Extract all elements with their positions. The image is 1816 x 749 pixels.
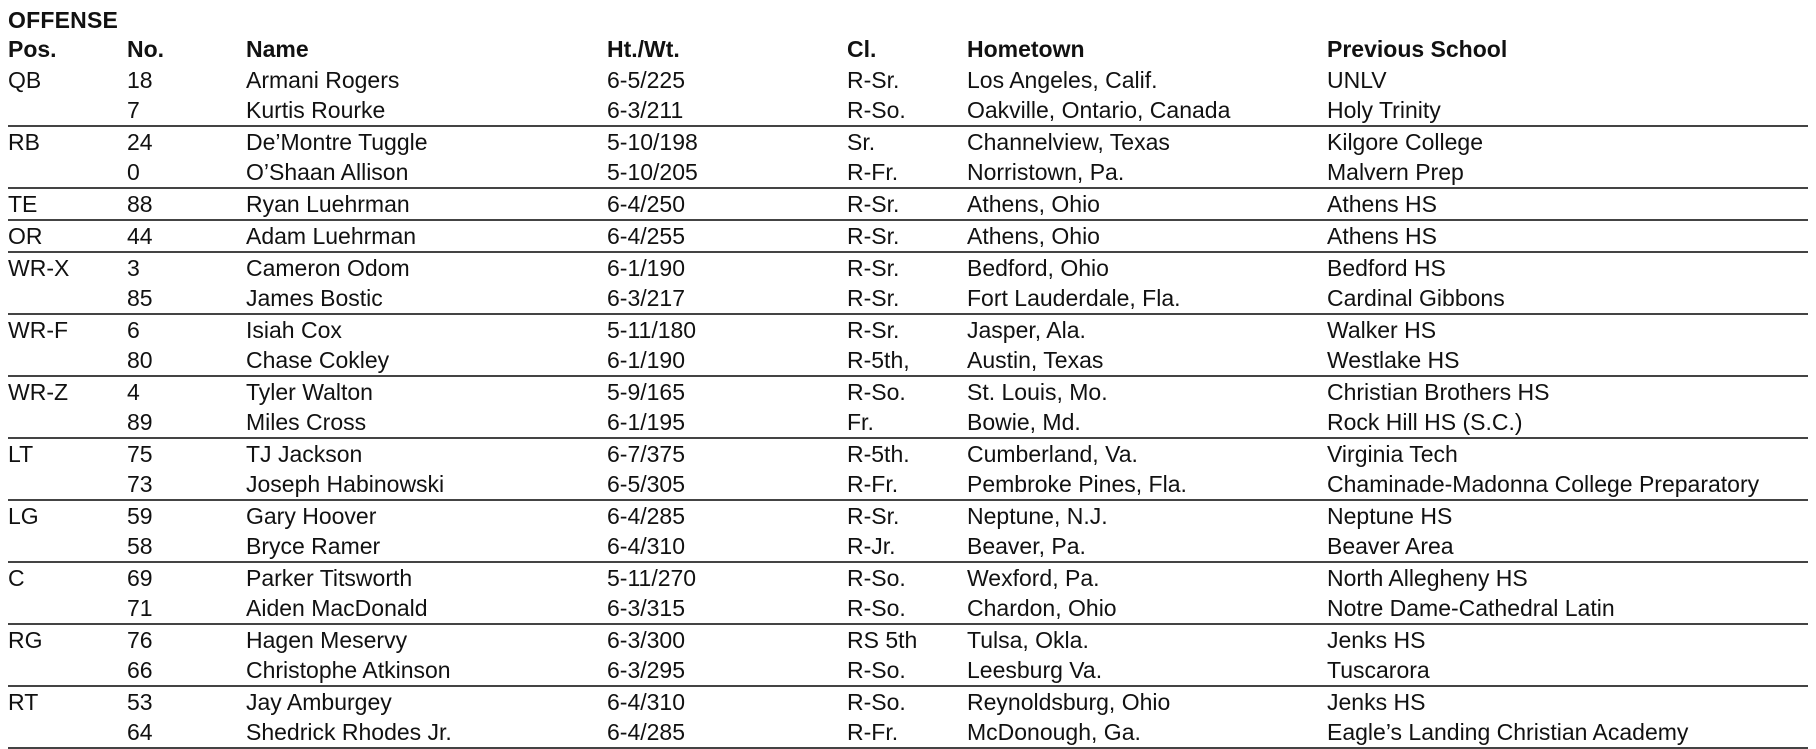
cell-prev: Athens HS — [1327, 220, 1808, 252]
cell-htwt: 5-10/198 — [607, 129, 698, 155]
cell-cl: R-So. — [847, 655, 967, 686]
cell-no: 24 — [127, 129, 153, 155]
cell-htwt: 6-3/295 — [607, 655, 847, 686]
header-htwt: Ht./Wt. — [607, 36, 680, 62]
table-row — [8, 500, 1808, 531]
cell-prev: Eagle’s Landing Christian Academy — [1327, 717, 1808, 748]
cell-no: 53 — [127, 689, 153, 715]
cell-prev: Westlake HS — [1327, 345, 1808, 376]
header-row — [8, 34, 1808, 65]
cell-hometown: Channelview, Texas — [967, 129, 1170, 155]
cell-name: Gary Hoover — [246, 503, 377, 529]
cell-hometown: Leesburg Va. — [967, 655, 1327, 686]
cell-prev: Tuscarora — [1327, 655, 1808, 686]
cell-htwt: 5-11/270 — [607, 565, 697, 591]
cell-pos — [8, 655, 127, 686]
cell-no: 18 — [127, 67, 153, 93]
cell-pos: C — [8, 565, 25, 591]
cell-prev: Malvern Prep — [1327, 157, 1808, 188]
cell-name: Armani Rogers — [246, 67, 400, 93]
cell-htwt: 6-5/225 — [607, 67, 686, 93]
cell-hometown: Athens, Ohio — [967, 220, 1327, 252]
cell-no: 0 — [127, 157, 246, 188]
cell-name: Jay Amburgey — [246, 689, 392, 715]
cell-htwt: 5-11/180 — [607, 317, 697, 343]
cell-cl: R-So. — [847, 95, 967, 126]
cell-cl: R-Sr. — [847, 188, 967, 220]
cell-hometown: Jasper, Ala. — [967, 317, 1086, 343]
cell-prev: Beaver Area — [1327, 531, 1808, 562]
cell-htwt: 6-3/315 — [607, 593, 847, 624]
cell-prev: Bedford HS — [1327, 255, 1446, 281]
cell-hometown: Tulsa, Okla. — [967, 627, 1089, 653]
table-row — [8, 438, 1808, 469]
cell-cl: Fr. — [847, 407, 967, 438]
cell-htwt: 5-10/205 — [607, 157, 847, 188]
cell-prev: Rock Hill HS (S.C.) — [1327, 407, 1808, 438]
cell-no: 89 — [127, 407, 246, 438]
cell-pos — [8, 95, 127, 126]
cell-pos — [8, 345, 127, 376]
cell-hometown: Bedford, Ohio — [967, 255, 1109, 281]
cell-cl: R-Sr. — [847, 503, 900, 529]
cell-cl: R-5th. — [847, 441, 910, 467]
table-row — [8, 717, 1808, 748]
cell-no: 6 — [127, 317, 140, 343]
cell-cl: R-Jr. — [847, 531, 967, 562]
cell-pos: RB — [8, 129, 40, 155]
cell-htwt: 6-3/300 — [607, 627, 686, 653]
cell-name: Adam Luehrman — [246, 220, 607, 252]
cell-no: 64 — [127, 717, 246, 748]
cell-no: 76 — [127, 627, 153, 653]
cell-hometown: St. Louis, Mo. — [967, 379, 1108, 405]
header-hometown: Hometown — [967, 36, 1085, 62]
cell-hometown: Cumberland, Va. — [967, 441, 1138, 467]
cell-no: 66 — [127, 655, 246, 686]
cell-hometown: Athens, Ohio — [967, 188, 1327, 220]
cell-pos: RG — [8, 627, 43, 653]
table-row — [8, 345, 1808, 376]
cell-prev: Holy Trinity — [1327, 95, 1808, 126]
cell-pos: RT — [8, 689, 39, 715]
cell-name: Miles Cross — [246, 407, 607, 438]
cell-hometown: Norristown, Pa. — [967, 157, 1327, 188]
cell-pos: WR-Z — [8, 379, 69, 405]
header-no: No. — [127, 36, 165, 62]
cell-no: 4 — [127, 379, 140, 405]
cell-pos: QB — [8, 67, 42, 93]
cell-cl: RS 5th — [847, 627, 918, 653]
cell-prev: Cardinal Gibbons — [1327, 283, 1808, 314]
cell-no: 44 — [127, 220, 246, 252]
cell-name: Aiden MacDonald — [246, 593, 607, 624]
cell-no: 71 — [127, 593, 246, 624]
cell-htwt: 6-1/190 — [607, 345, 847, 376]
cell-cl: R-Fr. — [847, 717, 967, 748]
table-row — [8, 593, 1808, 624]
cell-name: Christophe Atkinson — [246, 655, 607, 686]
cell-no: 7 — [127, 95, 246, 126]
cell-name: Parker Titsworth — [246, 565, 413, 591]
cell-cl: R-5th, — [847, 345, 967, 376]
cell-prev: Christian Brothers HS — [1327, 379, 1550, 405]
cell-prev: Kilgore College — [1327, 129, 1483, 155]
cell-cl: R-Sr. — [847, 67, 900, 93]
cell-hometown: Neptune, N.J. — [967, 503, 1108, 529]
cell-pos: OR — [8, 220, 127, 252]
cell-pos: LG — [8, 503, 39, 529]
table-row — [8, 157, 1808, 188]
cell-htwt: 6-4/250 — [607, 188, 847, 220]
cell-name: Ryan Luehrman — [246, 188, 607, 220]
cell-htwt: 6-3/217 — [607, 283, 847, 314]
cell-prev: Chaminade-Madonna College Preparatory — [1327, 469, 1808, 500]
cell-cl: R-Sr. — [847, 317, 900, 343]
header-prev: Previous School — [1327, 36, 1508, 62]
cell-no: 88 — [127, 188, 246, 220]
cell-htwt: 6-1/195 — [607, 407, 847, 438]
cell-no: 85 — [127, 283, 246, 314]
table-row — [8, 469, 1808, 500]
cell-cl: R-Fr. — [847, 157, 967, 188]
cell-name: Joseph Habinowski — [246, 469, 607, 500]
section-title: OFFENSE — [8, 7, 119, 33]
table-row — [8, 283, 1808, 314]
cell-cl: R-Sr. — [847, 255, 900, 281]
cell-htwt: 6-4/285 — [607, 503, 686, 529]
cell-name: James Bostic — [246, 283, 607, 314]
cell-name: TJ Jackson — [246, 441, 363, 467]
cell-htwt: 5-9/165 — [607, 379, 686, 405]
cell-pos — [8, 469, 127, 500]
cell-hometown: McDonough, Ga. — [967, 717, 1327, 748]
cell-prev: North Allegheny HS — [1327, 565, 1528, 591]
cell-name: Shedrick Rhodes Jr. — [246, 717, 607, 748]
table-row — [8, 95, 1808, 126]
cell-cl: R-So. — [847, 689, 906, 715]
table-row — [8, 407, 1808, 438]
cell-no: 59 — [127, 503, 153, 529]
cell-cl: R-Sr. — [847, 220, 967, 252]
cell-pos — [8, 157, 127, 188]
header-pos: Pos. — [8, 36, 57, 62]
cell-prev: Neptune HS — [1327, 503, 1453, 529]
cell-prev: Jenks HS — [1327, 689, 1426, 715]
cell-pos: WR-F — [8, 317, 69, 343]
cell-cl: R-Fr. — [847, 469, 967, 500]
cell-no: 58 — [127, 531, 246, 562]
cell-htwt: 6-5/305 — [607, 469, 847, 500]
table-row — [8, 624, 1808, 655]
cell-pos: TE — [8, 188, 127, 220]
table-row — [8, 686, 1808, 717]
cell-cl: R-So. — [847, 565, 906, 591]
cell-prev: Virginia Tech — [1327, 441, 1458, 467]
cell-htwt: 6-4/310 — [607, 531, 847, 562]
cell-cl: R-So. — [847, 593, 967, 624]
cell-hometown: Los Angeles, Calif. — [967, 67, 1158, 93]
cell-name: Hagen Meservy — [246, 627, 408, 653]
table-row — [8, 314, 1808, 345]
cell-hometown: Reynoldsburg, Ohio — [967, 689, 1171, 715]
table-row — [8, 252, 1808, 283]
cell-prev: Walker HS — [1327, 317, 1437, 343]
header-name: Name — [246, 36, 309, 62]
table-row — [8, 376, 1808, 407]
cell-htwt: 6-4/310 — [607, 689, 686, 715]
table-row — [8, 65, 1808, 95]
table-row — [8, 562, 1808, 593]
cell-no: 73 — [127, 469, 246, 500]
cell-hometown: Fort Lauderdale, Fla. — [967, 283, 1327, 314]
header-cl: Cl. — [847, 36, 877, 62]
table-row — [8, 655, 1808, 686]
cell-cl: R-So. — [847, 379, 906, 405]
cell-name: O’Shaan Allison — [246, 157, 607, 188]
roster-body — [8, 65, 1808, 748]
table-row — [8, 531, 1808, 562]
cell-no: 69 — [127, 565, 153, 591]
cell-hometown: Austin, Texas — [967, 345, 1327, 376]
table-row — [8, 126, 1808, 157]
cell-name: De’Montre Tuggle — [246, 129, 428, 155]
cell-no: 80 — [127, 345, 246, 376]
cell-pos — [8, 407, 127, 438]
table-row — [8, 188, 1808, 220]
cell-prev: UNLV — [1327, 67, 1387, 93]
cell-name: Cameron Odom — [246, 255, 410, 281]
cell-cl: Sr. — [847, 129, 876, 155]
cell-pos: LT — [8, 441, 34, 467]
cell-name: Bryce Ramer — [246, 531, 607, 562]
cell-pos: WR-X — [8, 255, 70, 281]
cell-pos — [8, 283, 127, 314]
cell-name: Isiah Cox — [246, 317, 342, 343]
cell-htwt: 6-4/255 — [607, 220, 847, 252]
cell-no: 75 — [127, 441, 153, 467]
cell-no: 3 — [127, 255, 140, 281]
table-row — [8, 220, 1808, 252]
cell-htwt: 6-1/190 — [607, 255, 686, 281]
cell-htwt: 6-7/375 — [607, 441, 686, 467]
cell-pos — [8, 593, 127, 624]
cell-hometown: Bowie, Md. — [967, 407, 1327, 438]
cell-htwt: 6-4/285 — [607, 717, 847, 748]
cell-cl: R-Sr. — [847, 283, 967, 314]
cell-hometown: Wexford, Pa. — [967, 565, 1100, 591]
cell-prev: Notre Dame-Cathedral Latin — [1327, 593, 1808, 624]
cell-hometown: Beaver, Pa. — [967, 531, 1327, 562]
roster-sheet — [8, 6, 1808, 749]
cell-prev: Jenks HS — [1327, 627, 1426, 653]
cell-hometown: Pembroke Pines, Fla. — [967, 469, 1327, 500]
cell-htwt: 6-3/211 — [607, 95, 847, 126]
cell-hometown: Chardon, Ohio — [967, 593, 1327, 624]
cell-pos — [8, 717, 127, 748]
cell-name: Kurtis Rourke — [246, 95, 607, 126]
cell-prev: Athens HS — [1327, 188, 1808, 220]
cell-hometown: Oakville, Ontario, Canada — [967, 95, 1327, 126]
roster-table — [8, 34, 1808, 749]
cell-name: Chase Cokley — [246, 345, 607, 376]
cell-name: Tyler Walton — [246, 379, 373, 405]
cell-pos — [8, 531, 127, 562]
